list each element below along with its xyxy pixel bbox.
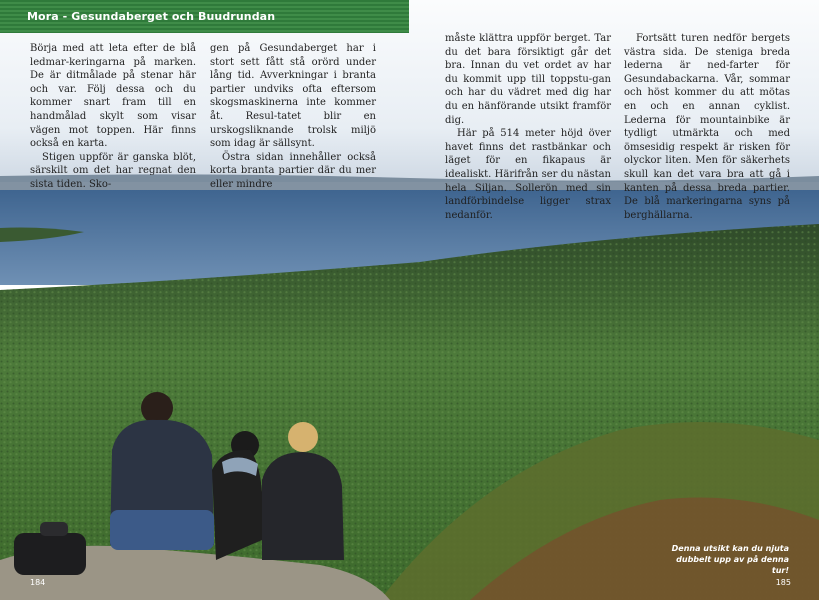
page-number-left: 184 [30,578,46,587]
paragraph: Fortsätt turen nedför bergets västra sida. De steniga breda lederna är ned-farter för Gesundabackarna. Vår, sommar och höst kommer du att mötas en och en annan cyklist. Lederna för mountainbike är tydligt utmärkta och med ömsesidig respekt är risken för olyckor liten. Men för säkerhets skull kan det vara bra att gå i kanten på dessa breda partier. De blå markeringarna syns på berghällarna. [624,33,790,221]
paragraph: gen på Gesundaberget har i stort sett fått stå orörd under lång tid. Avverkningar i branta partier undviks ofta eftersom skogsmaskinerna inte kommer åt. Resul-tatet blir en urskogsliknande trolsk miljö som idag är sällsynt. [210,43,376,150]
text-column-1 [30,42,196,192]
page-number-right: 185 [775,578,791,587]
paragraph: Här på 514 meter höjd över havet finns det rastbänkar och läget för en fikapaus är idealiskt. Härifrån ser du nästan hela Siljan. Sollerön med sin landförbindelse ligger strax nedanför. [445,128,611,221]
text-column-4 [624,32,790,222]
paragraph: Östra sidan innehåller också korta branta partier där du mer eller mindre [210,151,376,190]
photo-caption: Denna utsikt kan du njuta dubbelt upp av på denna tur! [671,544,789,575]
paragraph: Stigen uppför är ganska blöt, särskilt om det har regnat den sista tiden. Sko- [30,151,196,190]
header-bar [0,0,409,33]
paragraph: Börja med att leta efter de blå ledmar-keringarna på marken. De är ditmålade på stenar här och var. Följ dessa och du kommer snart fram till en handmålad skylt som visar vägen mot toppen. Här finns också en karta. [30,43,196,150]
chapter-title: Mora - Gesundaberget och Buudrundan [27,10,276,23]
text-column-2 [210,42,376,192]
paragraph: måste klättra uppför berget. Tar du det bara försiktigt går det bra. Innan du vet ordet av har du kommit upp till toppstu-gan och har du vädret med dig har du en hänförande utsikt framför dig. [445,33,611,126]
text-column-3 [445,32,611,222]
